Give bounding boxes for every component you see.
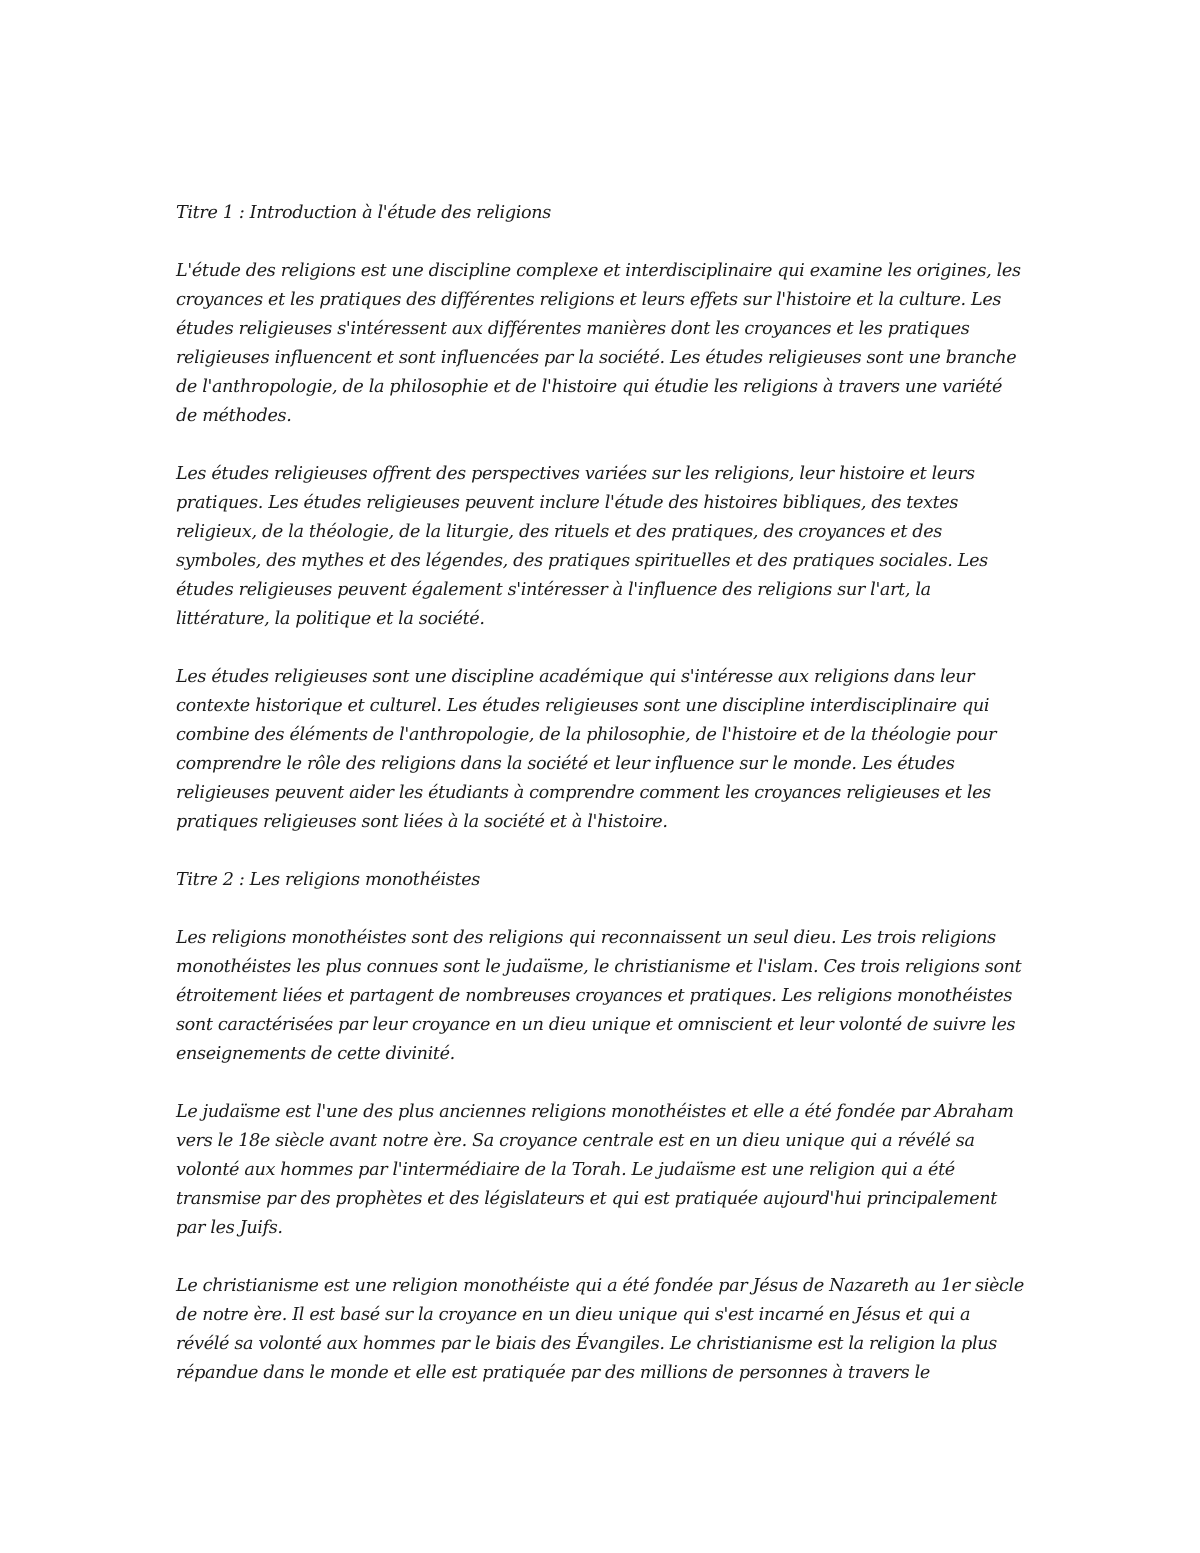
paragraph-intro: L'étude des religions est une discipline complexe et interdisciplinaire qui examine les origines, les croyances et les pratiques des différentes religions et leurs effets sur l'histoire et la culture. Les études religieuses s'intéressent aux différentes manières dont les croyances et les pratiques religieuses influencent et sont influencées par la société. Les études religieuses sont une branche de l'anthropologie, de la philosophie et de l'histoire qui étudie les religions à travers une variété de méthodes. <box>176 261 1021 426</box>
paragraph-academic-discipline: Les études religieuses sont une discipline académique qui s'intéresse aux religions dans leur contexte historique et culturel. Les études religieuses sont une discipline interdisciplinaire qui combine des éléments de l'anthropologie, de la philosophie, de l'histoire et de la théologie pour comprendre le rôle des religions dans la société et leur influence sur le monde. Les études religieuses peuvent aider les étudiants à comprendre comment les croyances religieuses et les pratiques religieuses sont liées à la société et à l'histoire. <box>176 667 997 832</box>
section-title-2: Titre 2 : Les religions monothéistes <box>176 870 480 890</box>
paragraph-monotheistic: Les religions monothéistes sont des religions qui reconnaissent un seul dieu. Les trois religions monothéistes les plus connues sont le judaïsme, le christianisme et l'islam. Ces trois religions sont étroitement liées et partagent de nombreuses croyances et pratiques. Les religions monothéistes sont caractérisées par leur croyance en un dieu unique et omniscient et leur volonté de suivre les enseignements de cette divinité. <box>176 928 1022 1064</box>
paragraph-christianity: Le christianisme est une religion monothéiste qui a été fondée par Jésus de Nazareth au 1er siècle de notre ère. Il est basé sur la croyance en un dieu unique qui s'est incarné en Jésus et qui a révélé sa volonté aux hommes par le biais des Évangiles. Le christianisme est la religion la plus répandue dans le monde et elle est pratiquée par des millions de personnes à travers le <box>176 1276 1024 1383</box>
paragraph-perspectives: Les études religieuses offrent des perspectives variées sur les religions, leur histoire et leurs pratiques. Les études religieuses peuvent inclure l'étude des histoires bibliques, des textes religieux, de la théologie, de la liturgie, des rituels et des pratiques, des croyances et des symboles, des mythes et des légendes, des pratiques spirituelles et des pratiques sociales. Les études religieuses peuvent également s'intéresser à l'influence des religions sur l'art, la littérature, la politique et la société. <box>176 464 988 629</box>
paragraph-judaism: Le judaïsme est l'une des plus anciennes religions monothéistes et elle a été fondée par Abraham vers le 18e siècle avant notre ère. Sa croyance centrale est en un dieu unique qui a révélé sa volonté aux hommes par l'intermédiaire de la Torah. Le judaïsme est une religion qui a été transmise par des prophètes et des législateurs et qui est pratiquée aujourd'hui principalement par les Juifs. <box>176 1102 1014 1238</box>
document-body <box>176 199 1026 1417</box>
section-title-1: Titre 1 : Introduction à l'étude des religions <box>176 203 551 223</box>
